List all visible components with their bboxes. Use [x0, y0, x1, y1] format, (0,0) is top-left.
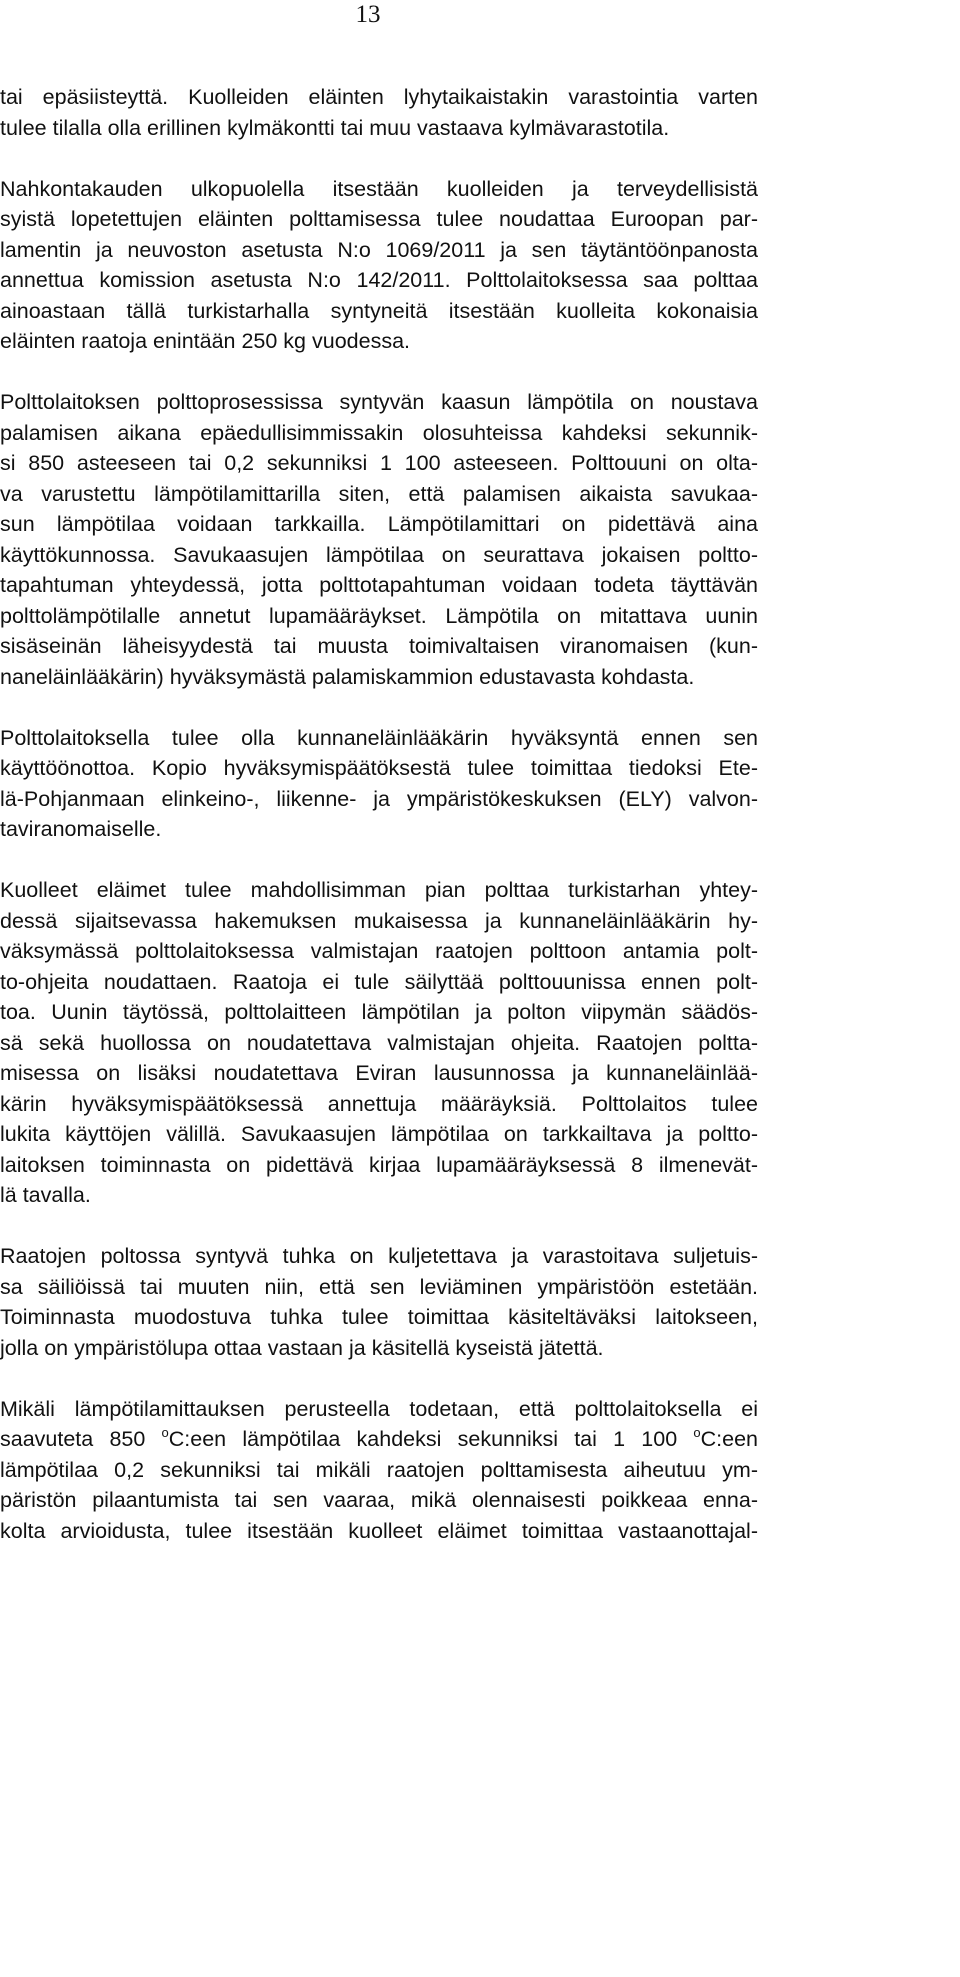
paragraph [0, 174, 758, 357]
text-line: käyttökunnossa. Savukaasujen lämpötilaa on seurattava jokaisen poltto- [0, 542, 758, 567]
paragraph [0, 723, 758, 845]
paragraph [0, 875, 758, 1211]
paragraph [0, 1394, 758, 1547]
text-line: sun lämpötilaa voidaan tarkkailla. Lämpötilamittari on pidettävä aina [0, 512, 758, 536]
text-line: polttolämpötilalle annetut lupamääräykset. Lämpötila on mitattava uunin [0, 603, 758, 628]
text-line: misessa on lisäksi noudatettava Eviran lausunnossa ja kunnaneläinlää- [0, 1061, 758, 1085]
text-line: syistä lopetettujen eläinten polttamisessa tulee noudattaa Euroopan par- [0, 207, 758, 231]
text-line: dessä sijaitsevassa hakemuksen mukaisessa ja kunnaneläinlääkärin hy- [0, 908, 758, 933]
text-line: taviranomaiselle. [0, 817, 162, 841]
text-line: sisäseinän läheisyydestä tai muusta toimivaltaisen viranomaisen (kun- [0, 634, 758, 658]
text-line: sa säiliöissä tai muuten niin, että sen leviäminen ympäristöön estetään. [0, 1274, 758, 1299]
text-line: lukita käyttöjen välillä. Savukaasujen lämpötilaa on tarkkailtava ja poltto- [0, 1122, 758, 1146]
text-line: tulee tilalla olla erillinen kylmäkontti tai muu vastaava kylmävarastotila. [0, 115, 670, 140]
text-line: Toiminnasta muodostuva tuhka tulee toimittaa käsiteltäväksi laitokseen, [0, 1305, 758, 1329]
text-line: si 850 asteeseen tai 0,2 sekunniksi 1 100 asteeseen. Polttouuni on olta- [0, 451, 758, 475]
text-line: lä-Pohjanmaan elinkeino-, liikenne- ja ympäristökeskuksen (ELY) valvon- [0, 786, 758, 811]
text-line: tapahtuman yhteydessä, jotta polttotapahtuman voidaan todeta täyttävän [0, 573, 758, 597]
text-line: palamisen aikana epäedullisimmissakin olosuhteissa kahdeksi sekunnik- [0, 420, 758, 445]
text-line: kärin hyväksymispäätöksessä annettuja määräyksiä. Polttolaitos tulee [0, 1091, 758, 1116]
paragraph [0, 1241, 758, 1363]
text-line: naneläinlääkärin) hyväksymästä palamiskammion edustavasta kohdasta. [0, 664, 695, 689]
document-body [0, 82, 758, 1577]
text-line: eläinten raatoja enintään 250 kg vuodessa. [0, 329, 411, 353]
text-line: ainoastaan tällä turkistarhalla syntyneitä itsestään kuolleita kokonaisia [0, 298, 758, 323]
text-line: annettua komission asetusta N:o 142/2011. Polttolaitoksessa saa polttaa [0, 268, 758, 292]
text-line: kolta arvioidusta, tulee itsestään kuolleet eläimet toimittaa vastaanottajal- [0, 1518, 758, 1543]
paragraph [0, 387, 758, 692]
text-line: käyttöönottoa. Kopio hyväksymispäätöksestä tulee toimittaa tiedoksi Ete- [0, 756, 758, 780]
degree-superscript: o [693, 1425, 701, 1440]
text-line: Raatojen poltossa syntyvä tuhka on kuljetettava ja varastoitava suljetuis- [0, 1244, 758, 1268]
text-line: lämpötilaa 0,2 sekunniksi tai mikäli raatojen polttamisesta aiheutuu ym- [0, 1457, 758, 1482]
text-line: lamentin ja neuvoston asetusta N:o 1069/2011 ja sen täytäntöönpanosta [0, 237, 758, 262]
degree-superscript: o [161, 1425, 169, 1440]
text-line: to-ohjeita noudattaen. Raatoja ei tule säilyttää polttouunissa ennen polt- [0, 969, 758, 994]
text-line: va varustettu lämpötilamittarilla siten, että palamisen aikaista savukaa- [0, 481, 758, 506]
text-line: Kuolleet eläimet tulee mahdollisimman pian polttaa turkistarhan yhtey- [0, 878, 758, 902]
text-line: tai epäsiisteyttä. Kuolleiden eläinten lyhytaikaistakin varastointia varten [0, 85, 758, 109]
text-line: päristön pilaantumista tai sen vaaraa, mikä olennaisesti poikkeaa enna- [0, 1488, 758, 1512]
text-line: saavuteta 850 $^o$C:een lämpötilaa kahdeksi sekunniksi tai 1 100 $^o$C:een [0, 1425, 758, 1451]
text-line: lä tavalla. [0, 1183, 91, 1207]
text-line: Polttolaitoksen polttoprosessissa syntyvän kaasun lämpötila on noustava [0, 390, 758, 414]
text-line: Polttolaitoksella tulee olla kunnaneläinlääkärin hyväksyntä ennen sen [0, 725, 758, 750]
text-line: laitoksen toiminnasta on pidettävä kirjaa lupamääräyksessä 8 ilmenevät- [0, 1152, 758, 1177]
text-line: väksymässä polttolaitoksessa valmistajan raatojen polttoon antamia polt- [0, 939, 758, 963]
text-line: sä sekä huollossa on noudatettava valmistajan ohjeita. Raatojen poltta- [0, 1030, 758, 1055]
text-line: Nahkontakauden ulkopuolella itsestään kuolleiden ja terveydellisistä [0, 176, 758, 201]
text-line: toa. Uunin täytössä, polttolaitteen lämpötilan ja polton viipymän säädös- [0, 1000, 758, 1024]
text-line: jolla on ympäristölupa ottaa vastaan ja käsitellä kyseistä jätettä. [0, 1335, 604, 1360]
text-line: Mikäli lämpötilamittauksen perusteella todetaan, että polttolaitoksella ei [0, 1396, 758, 1421]
paragraph [0, 82, 758, 143]
page-number: 13 [355, 1, 381, 28]
